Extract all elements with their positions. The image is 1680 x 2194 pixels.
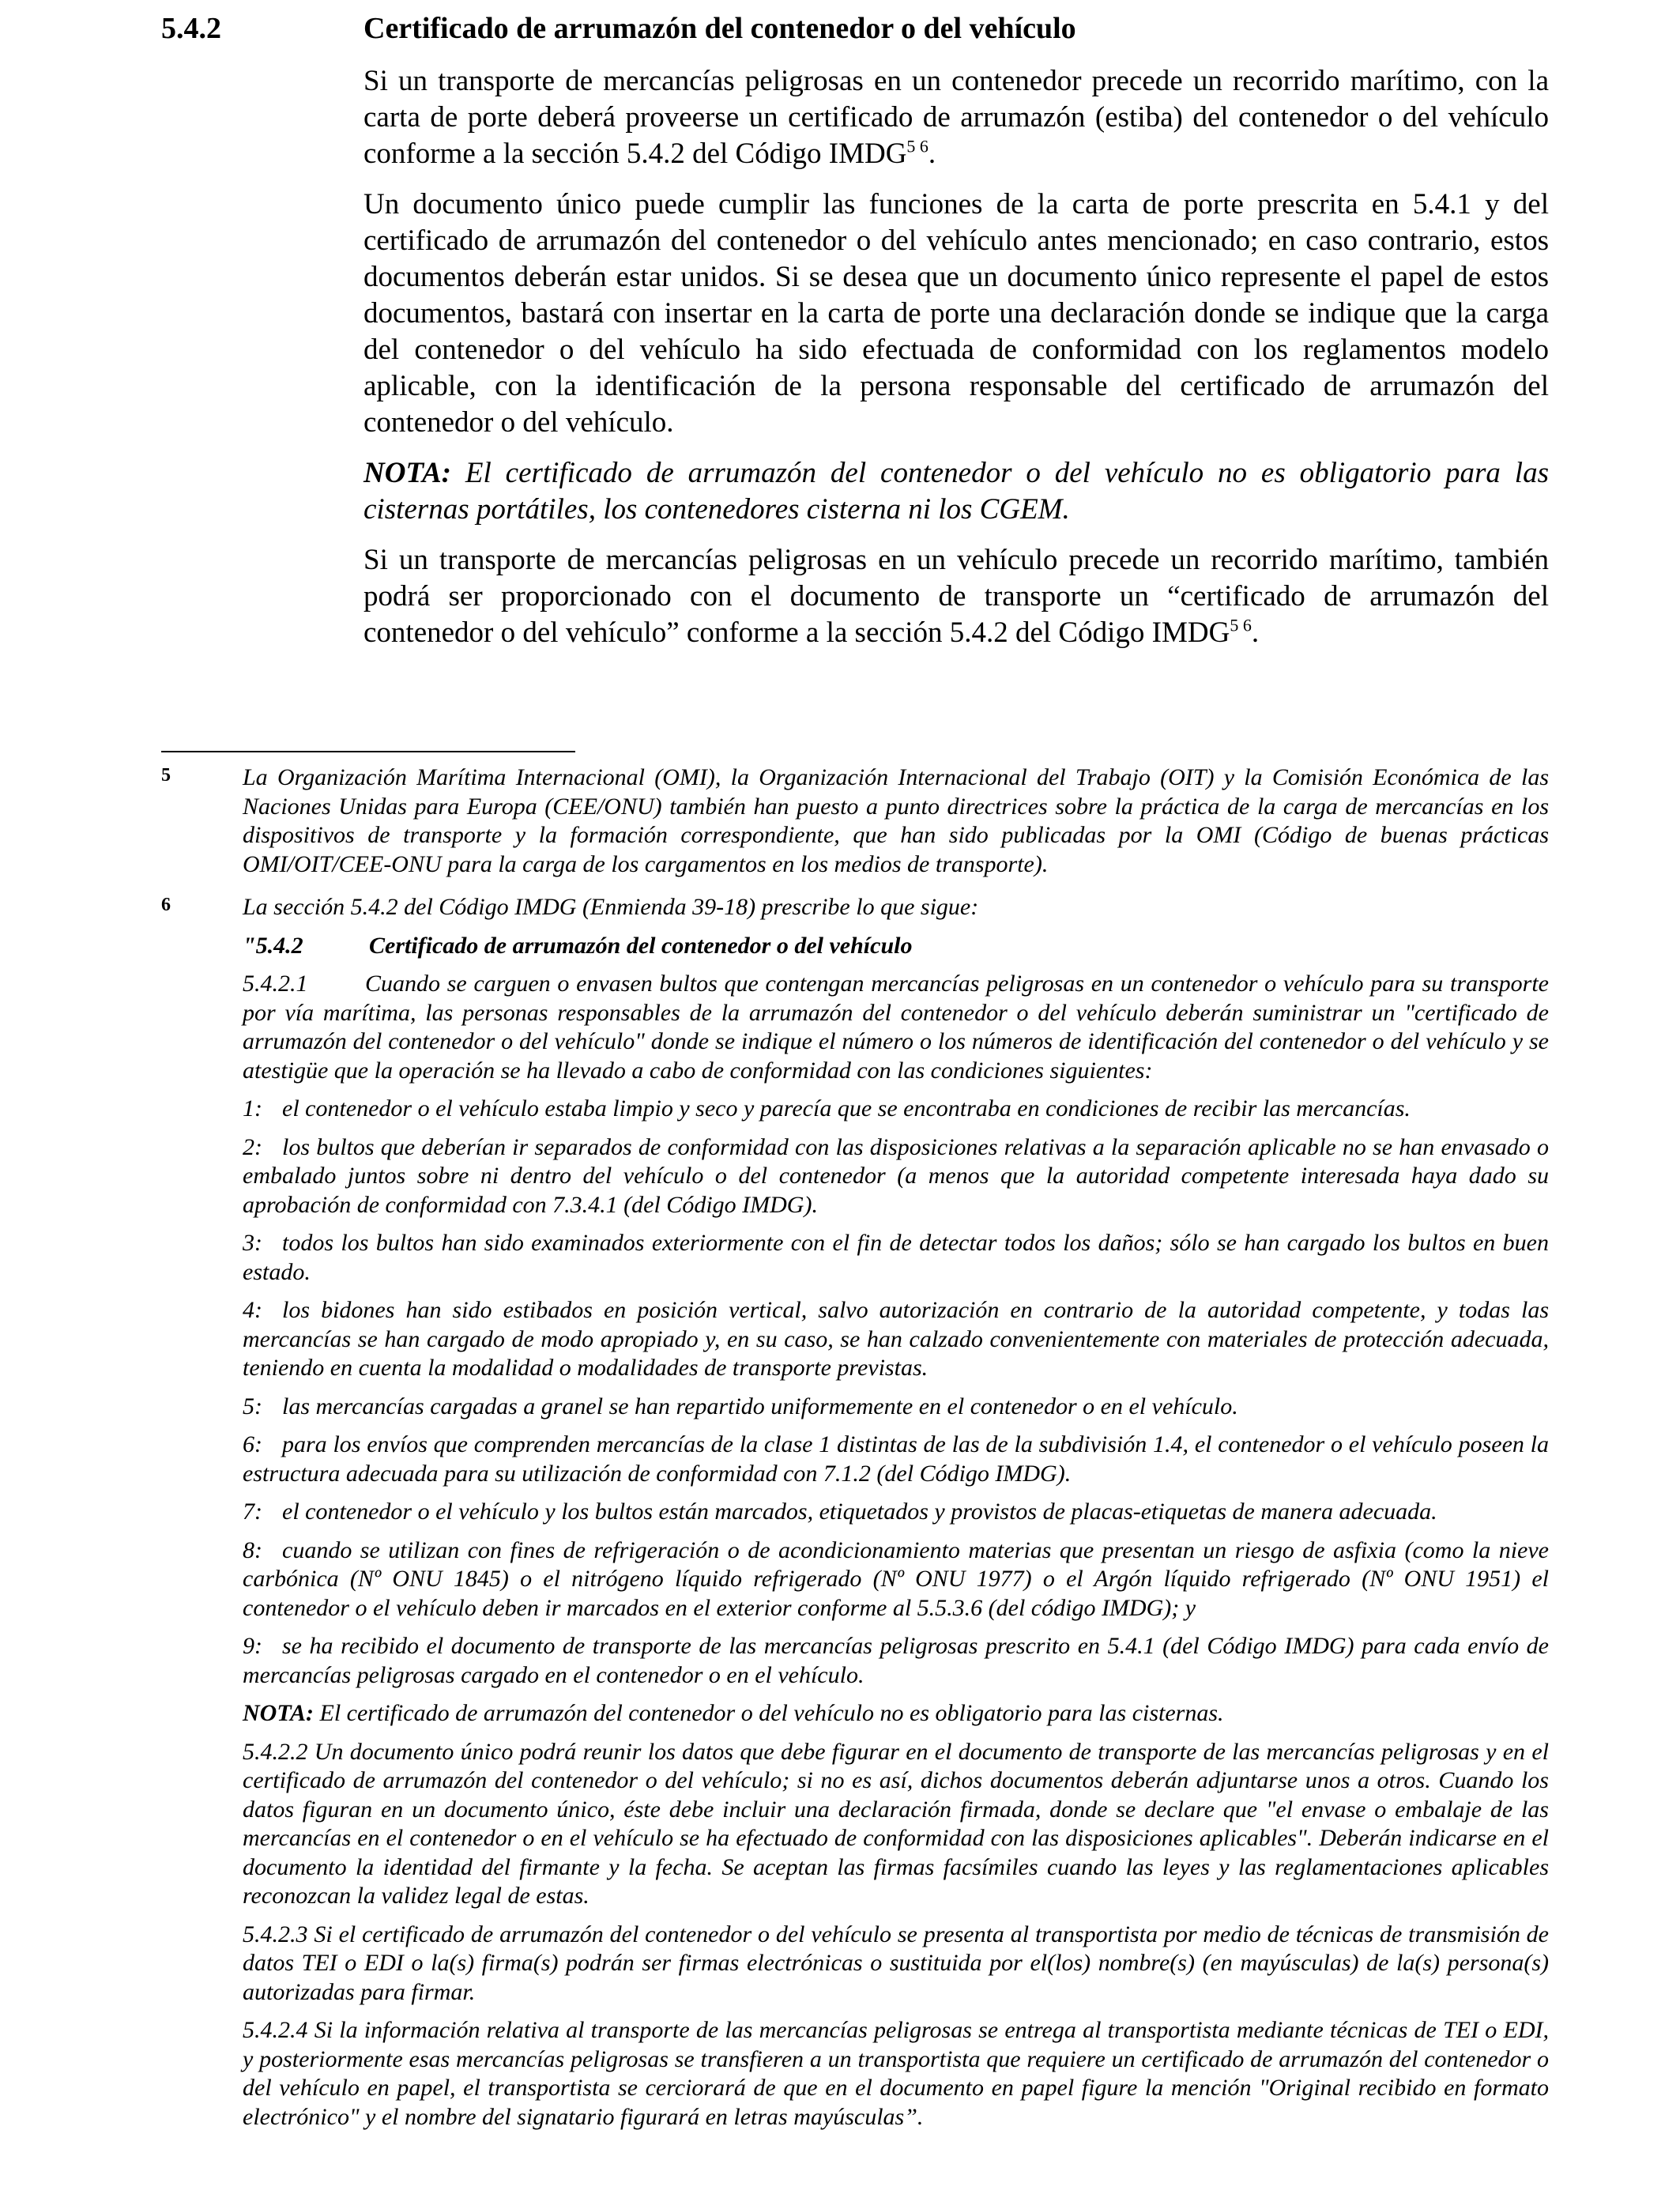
condition-item-number: 5: [243, 1393, 262, 1419]
condition-item-text: para los envíos que comprenden mercancías de la clase 1 distintas de las de la subdivisión 1.4, el contenedor o el vehículo poseen la estructura adecuada para su utilización de conformidad con 7.1.2 (del Código IMDG). [243, 1431, 1549, 1487]
condition-item-text: cuando se utilizan con fines de refrigeración o de acondicionamiento materias que presentan un riesgo de asfixia (como la nieve carbónica (Nº ONU 1845) o el nitrógeno líquido refrigerado (Nº ONU 1977) o el Argón líquido refrigerado (Nº ONU 1951) el contenedor o el vehículo deben ir marcados en el exterior conforme al 5.5.3.6 (del código IMDG); y [243, 1536, 1549, 1621]
condition-item [243, 1431, 1549, 1488]
condition-item-text: todos los bultos han sido examinados exteriormente con el fin de detectar todos los daños; sólo se han cargado los bultos en buen estado. [243, 1230, 1549, 1285]
condition-item-number: 8: [243, 1536, 262, 1563]
footnote-6-note [243, 1699, 1549, 1728]
footnote-6-heading-number: "5.4.2 [243, 932, 303, 959]
body-note-text: El certificado de arrumazón del contenedor o del vehículo no es obligatorio para las cisternas portátiles, los contenedores cisterna ni los CGEM. [363, 457, 1549, 526]
footnote-ref: 5 6 [906, 136, 929, 156]
condition-item [243, 1095, 1549, 1124]
body-paragraph-2: Un documento único puede cumplir las funciones de la carta de porte prescrita en 5.4.1 y del certificado de arrumazón del contenedor o del vehículo antes mencionado; en caso contrario, estos documentos deberán estar unidos. Si se desea que un documento único represente el papel de estos documentos, bastará con insertar en la carta de porte una declaración donde se indique que la carga del contenedor o del vehículo ha sido efectuada de conformidad con los reglamentos modelo aplicable, con la identificación de la persona responsable del certificado de arrumazón del contenedor o del vehículo. [363, 188, 1549, 439]
footnote-6-heading-title: Certificado de arrumazón del contenedor o del vehículo [369, 932, 913, 959]
condition-item-number: 7: [243, 1498, 262, 1525]
condition-item-text: los bidones han sido estibados en posición vertical, salvo autorización en contrario de la autoridad competente, y todas las mercancías se han cargado de modo apropiado y, en su caso, se han calzado convenientemente con materiales de protección adecuada, teniendo en cuenta la modalidad o modalidades de transporte previstas. [243, 1297, 1549, 1381]
condition-item [243, 1133, 1549, 1220]
footnote-5-text: La Organización Marítima Internacional (OMI), la Organización Internacional del Trabajo (OIT) y la Comisión Económica de las Naciones Unidas para Europa (CEE/ONU) también han puesto a punto directrices sobre la práctica de la carga de mercancías en los dispositivos de transporte y la formación correspondiente, que han sido publicadas por la OMI (Código de buenas prácticas OMI/OIT/CEE-ONU para la carga de los cargamentos en los medios de transporte). [243, 764, 1549, 877]
body-note [363, 455, 1549, 528]
footnote-6 [243, 893, 1549, 2141]
footnote-6-intro: La sección 5.4.2 del Código IMDG (Enmienda 39-18) prescribe lo que sigue: [243, 894, 979, 920]
condition-item-number: 2: [243, 1133, 262, 1160]
paragraph-5-4-2-2: 5.4.2.2 Un documento único podrá reunir los datos que debe figurar en el documento de transporte de las mercancías peligrosas y en el certificado de arrumazón del contenedor o del vehículo; si no es así, dichos documentos deberán adjuntarse unos a otros. Cuando los datos figuran en un documento único, éste debe incluir una declaración firmada, donde se declare que "el envase o embalaje de las mercancías en el contenedor o en el vehículo se ha efectuado de conformidad con las disposiciones aplicables". Deberán indicarse en el documento la identidad del firmante y la fecha. Se aceptan las firmas facsímiles cuando las leyes y las reglamentaciones aplicables reconozcan la validez legal de estas. [243, 1738, 1549, 1909]
condition-item-text: los bultos que deberían ir separados de conformidad con las disposiciones relativas a la separación aplicable no se han envasado o embalado juntos sobre ni dentro del vehículo o del contenedor (a menos que la autoridad competente interesada haya dado su aprobación de conformidad con 7.3.4.1 (del Código IMDG). [243, 1133, 1549, 1218]
body-paragraph-1-text: Si un transporte de mercancías peligrosas en un contenedor precede un recorrido marítimo, con la carta de porte deberá proveerse un certificado de arrumazón (estiba) del contenedor o del vehículo conforme a la sección 5.4.2 del Código IMDG [363, 65, 1549, 170]
body-paragraph-3 [363, 542, 1549, 651]
footnote-6-number: 6 [161, 895, 171, 915]
paragraph-5-4-2-4: 5.4.2.4 Si la información relativa al transporte de las mercancías peligrosas se entrega al transportista mediante técnicas de TEI o EDI, y posteriormente esas mercancías peligrosas se transfieren a un transportista que requiere un certificado de arrumazón del contenedor o del vehículo en papel, el transportista se cerciorará de que en el documento en papel figure la mención "Original recibido en formato electrónico" y el nombre del signatario figurará en letras mayúsculas”. [243, 2017, 1549, 2130]
footnote-ref: 5 6 [1230, 615, 1252, 635]
condition-item [243, 1229, 1549, 1287]
body-note-label: NOTA: [363, 457, 451, 489]
body-paragraph-3-text: Si un transporte de mercancías peligrosas en un vehículo precede un recorrido marítimo, también podrá ser proporcionado con el documento de transporte un “certificado de arrumazón del contenedor o del vehículo” conforme a la sección 5.4.2 del Código IMDG [363, 544, 1549, 649]
paragraph-text: Cuando se carguen o envasen bultos que contengan mercancías peligrosas en un contenedor o vehículo para su transporte por vía marítima, las personas responsables de la arrumazón del contenedor o del vehículo deberán suministrar un "certificado de arrumazón del contenedor o del vehículo" donde se indique el número o los números de identificación del contenedor o del vehículo y se atestigüe que la operación se ha llevado a cabo de conformidad con las condiciones siguientes: [243, 971, 1549, 1084]
period: . [928, 138, 936, 170]
condition-item-text: se ha recibido el documento de transporte de las mercancías peligrosas prescrito en 5.4.1 (del Código IMDG) para cada envío de mercancías peligrosas cargado en el contenedor o en el vehículo. [243, 1633, 1549, 1688]
footnote-6-note-label: NOTA: [243, 1700, 314, 1726]
footnote-6-note-text: El certificado de arrumazón del contenedor o del vehículo no es obligatorio para las cisternas. [314, 1700, 1224, 1726]
condition-item-number: 9: [243, 1633, 262, 1659]
footnote-5 [243, 763, 1549, 888]
condition-item [243, 1296, 1549, 1383]
condition-item [243, 1536, 1549, 1623]
condition-item [243, 1632, 1549, 1690]
body-paragraph-1 [363, 63, 1549, 172]
footnote-5-number: 5 [161, 765, 171, 786]
footnote-separator [161, 751, 575, 752]
paragraph-5-4-2-3: 5.4.2.3 Si el certificado de arrumazón del contenedor o del vehículo se presenta al transportista por medio de técnicas de transmisión de datos TEI o EDI o la(s) firma(s) podrán ser firmas electrónicas o sustituida por el(los) nombre(s) (en mayúsculas) de la(s) persona(s) autorizadas para firmar. [243, 1921, 1549, 2005]
condition-item [243, 1498, 1549, 1527]
condition-item-number: 1: [243, 1095, 262, 1122]
period: . [1251, 616, 1260, 649]
section-number: 5.4.2 [161, 12, 221, 45]
condition-item-number: 6: [243, 1431, 262, 1457]
condition-item-number: 4: [243, 1297, 262, 1323]
section-body [363, 63, 1549, 665]
condition-list [243, 1095, 1549, 1690]
paragraph-number: 5.4.2.1 [243, 971, 308, 997]
condition-item [243, 1393, 1549, 1422]
condition-item-text: las mercancías cargadas a granel se han repartido uniformemente en el contenedor o en el vehículo. [282, 1393, 1238, 1419]
footnote-6-heading [243, 932, 1549, 961]
condition-item-number: 3: [243, 1230, 262, 1256]
condition-item-text: el contenedor o el vehículo estaba limpio y seco y parecía que se encontraba en condiciones de recibir las mercancías. [282, 1095, 1411, 1122]
paragraph-5-4-2-1 [243, 970, 1549, 1085]
condition-item-text: el contenedor o el vehículo y los bultos están marcados, etiquetados y provistos de placas-etiquetas de manera adecuada. [282, 1498, 1437, 1525]
section-title: Certificado de arrumazón del contenedor o del vehículo [363, 12, 1076, 45]
